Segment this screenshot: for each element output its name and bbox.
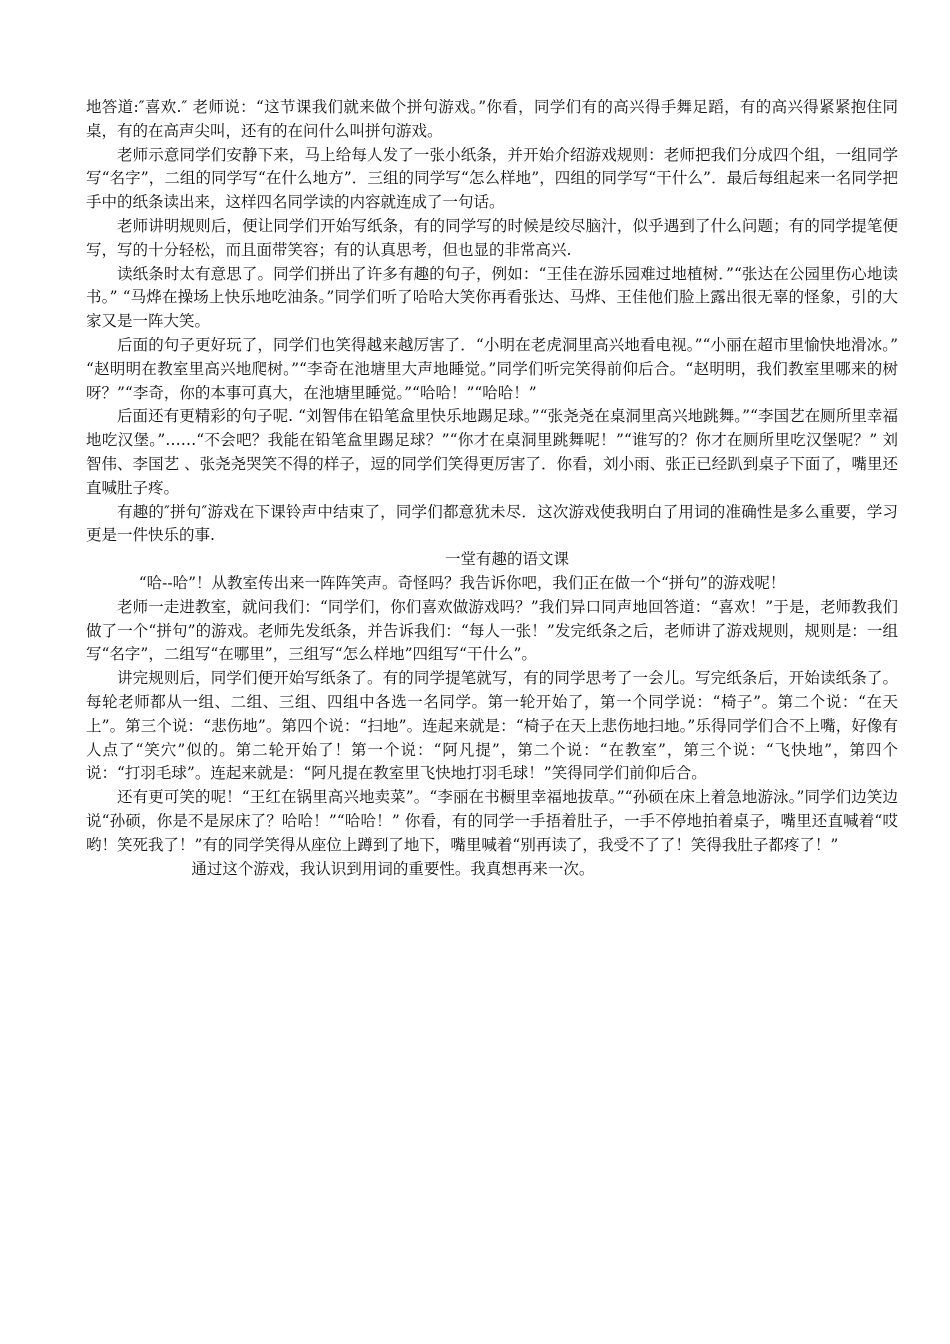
document-page: [86, 96, 898, 881]
story1-paragraph-5: 后面的句子更好玩了，同学们也笑得越来越厉害了．“小明在老虎洞里高兴地看电视。”“小丽在超市里愉快地滑冰。” “赵明明在教室里高兴地爬树。”“李奇在池塘里大声地睡觉。”同学们听完笑得前仰后合。“赵明明，我们教室里哪来的树呀？”“李奇，你的本事可真大，在池塘里睡觉。”“哈哈！”“哈哈！”: [86, 335, 898, 402]
story2-paragraph-4: 还有更可笑的呢！“王红在锅里高兴地卖菜”。“李丽在书橱里幸福地拔草。”“孙硕在床上着急地游泳。”同学们边笑边说“孙硕，你是不是尿床了？哈哈！”“哈哈！” 你看，有的同学一手捂着肚子，一手不停地拍着桌子，嘴里还直喊着“哎哟！笑死我了！”有的同学笑得从座位上蹲到了地下，嘴里喊着“别再读了，我受不了了！笑得我肚子都疼了！”: [86, 788, 898, 854]
story2-title: 一堂有趣的语文课: [444, 550, 569, 569]
story2-paragraph-5: 通过这个游戏，我认识到用词的重要性。我真想再来一次。: [191, 859, 595, 878]
story1-paragraph-7: 有趣的″拼句″游戏在下课铃声中结束了，同学们都意犹未尽．这次游戏使我明白了用词的准确性是多么重要，学习更是一件快乐的事.: [86, 502, 898, 545]
story1-paragraph-6: 后面还有更精彩的句子呢. “刘智伟在铅笔盒里快乐地踢足球。”“张尧尧在桌洞里高兴地跳舞。”“李国艺在厕所里幸福地吃汉堡。”……“不会吧？我能在铅笔盒里踢足球？”“你才在桌洞里跳舞呢！”“谁写的？你才在厕所里吃汉堡呢？” 刘智伟、李国艺 、张尧尧哭笑不得的样子，逗的同学们笑得更厉害了．你看，刘小雨、张正已经趴到桌子下面了，嘴里还直喊肚子疼。: [86, 407, 898, 497]
story2-paragraph-1: “哈--哈”！从教室传出来一阵阵笑声。奇怪吗？我告诉你吧，我们正在做一个“拼句”的游戏呢！: [138, 573, 786, 592]
story1-paragraph-3: 老师讲明规则后，便让同学们开始写纸条，有的同学写的时候是绞尽脑汁，似乎遇到了什么问题；有的同学提笔便写，写的十分轻松，而且面带笑容；有的认真思考，但也显的非常高兴.: [86, 216, 898, 259]
story2-paragraph-2: 老师一走进教室，就问我们：“同学们，你们喜欢做游戏吗？”我们异口同声地回答道：“喜欢！”于是，老师教我们做了一个“拼句”的游戏。老师先发纸条，并告诉我们：“每人一张！”发完纸条之后，老师讲了游戏规则，规则是：一组写“名字”，二组写“在哪里”，三组写“怎么样地”四组写“干什么”。: [86, 597, 898, 664]
story1-paragraph-2: 老师示意同学们安静下来，马上给每人发了一张小纸条，并开始介绍游戏规则：老师把我们分成四个组，一组同学写“名字”，二组的同学写“在什么地方”．三组的同学写“怎么样地”，四组的同学写“干什么”．最后每组起来一名同学把手中的纸条读出来，这样四名同学读的内容就连成了一句话。: [86, 145, 898, 212]
story2-paragraph-3: 讲完规则后，同学们便开始写纸条了。有的同学提笔就写，有的同学思考了一会儿。写完纸条后，开始读纸条了。每轮老师都从一组、二组、三组、四组中各选一名同学。第一轮开始了，第一个同学说：“椅子”。第二个说：“在天上”。第三个说：“悲伤地”。第四个说：“扫地”。连起来就是：“椅子在天上悲伤地扫地。”乐得同学们合不上嘴，好像有人点了“笑穴”似的。第二轮开始了！第一个说：“阿凡提”，第二个说：“在教室”，第三个说：“飞快地”，第四个说：“打羽毛球”。连起来就是：“阿凡提在教室里飞快地打羽毛球！”笑得同学们前仰后合。: [86, 669, 898, 783]
story1-paragraph-1: 地答道:″喜欢.″ 老师说：“这节课我们就来做个拼句游戏。”你看，同学们有的高兴得手舞足蹈，有的高兴得紧紧抱住同桌，有的在高声尖叫，还有的在问什么叫拼句游戏。: [86, 98, 898, 140]
story1-paragraph-4: 读纸条时太有意思了。同学们拼出了许多有趣的句子，例如：“王佳在游乐园难过地植树．”“张达在公园里伤心地读书。” “马烨在操场上快乐地吃油条。”同学们听了哈哈大笑你再看张达、马烨、王佳他们脸上露出很无辜的怪象，引的大家又是一阵大笑。: [86, 264, 898, 331]
